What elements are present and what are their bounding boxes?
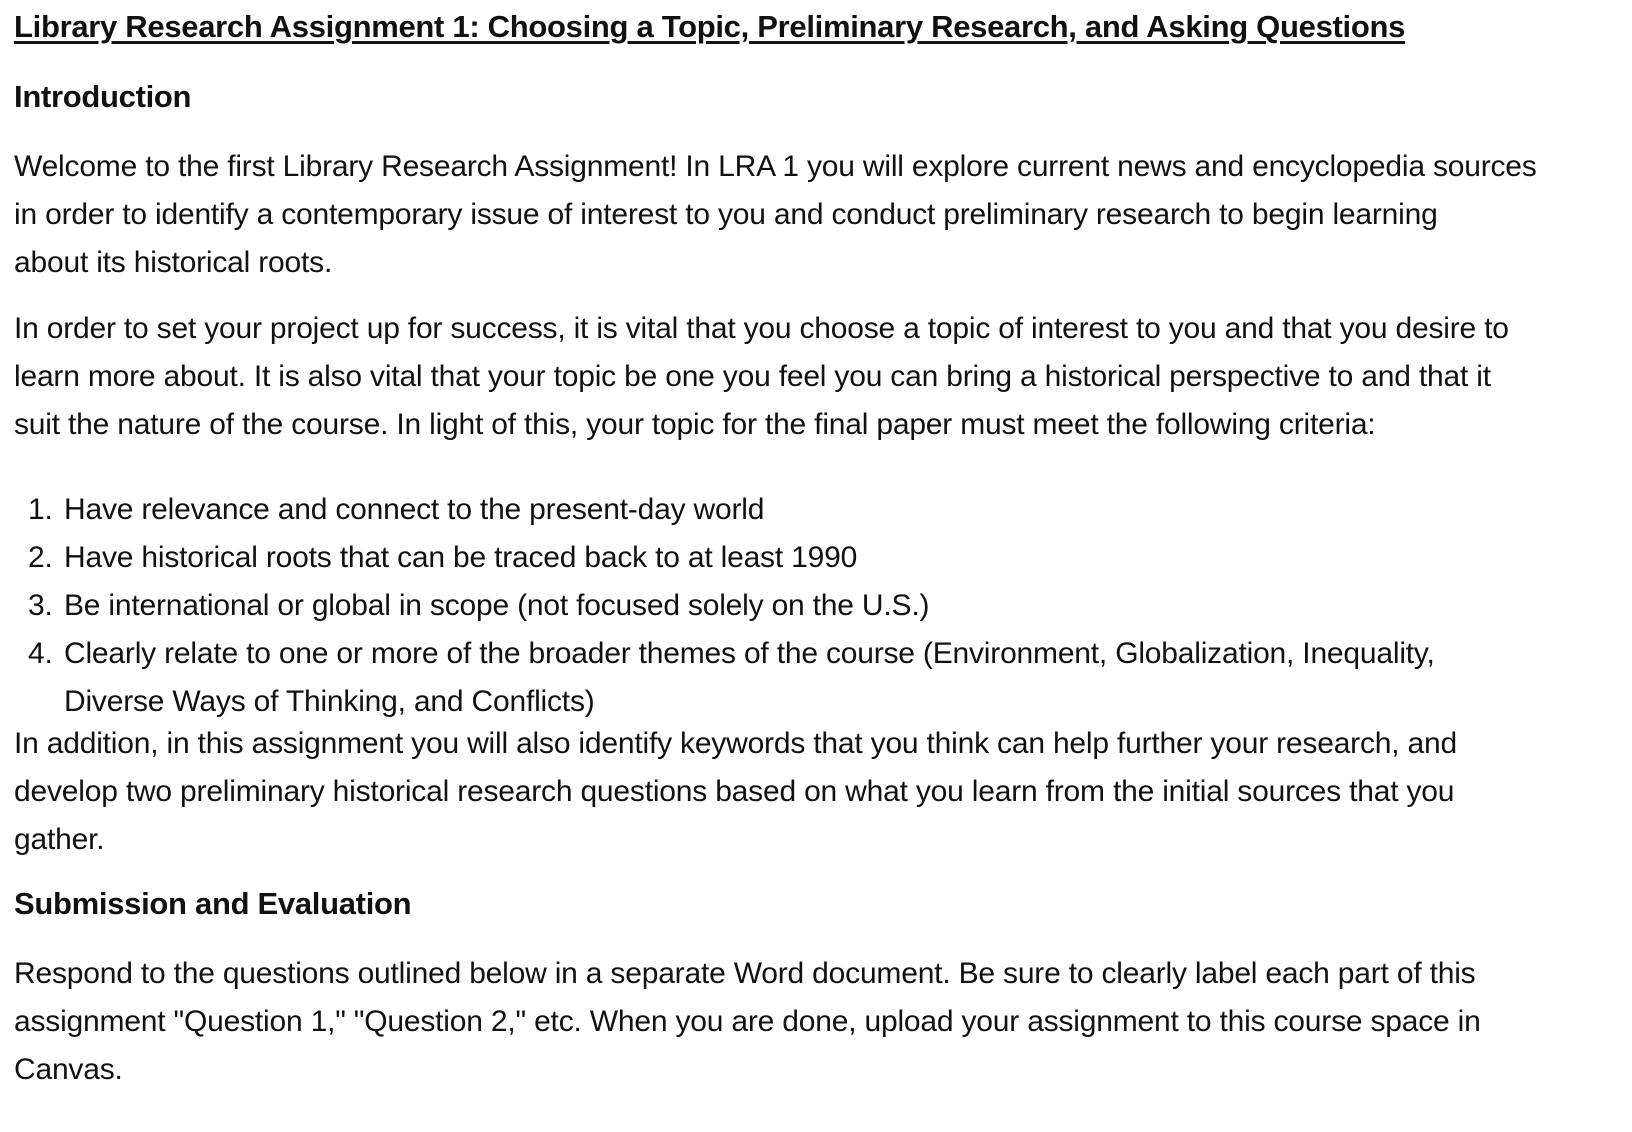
list-item-number: 1.	[28, 493, 53, 526]
intro-paragraph-3	[14, 720, 1614, 864]
text-line: learn more about. It is also vital that your topic be one you feel you can bring a historical perspective to and that it	[14, 360, 1491, 393]
list-item-number: 3.	[28, 589, 53, 622]
text-line: In addition, in this assignment you will also identify keywords that you think can help further your research, and	[14, 727, 1457, 760]
submission-paragraph-1	[14, 950, 1614, 1094]
list-item-text: Diverse Ways of Thinking, and Conflicts)	[64, 685, 595, 718]
list-item-number: 4.	[28, 637, 53, 670]
text-line: gather.	[14, 823, 105, 856]
list-item-text: Clearly relate to one or more of the broader themes of the course (Environment, Globalization, Inequality,	[64, 637, 1435, 670]
list-item-text: Be international or global in scope (not focused solely on the U.S.)	[64, 589, 930, 622]
list-item-text: Have relevance and connect to the present-day world	[64, 493, 765, 526]
list-item	[14, 486, 1614, 534]
criteria-list	[14, 486, 1614, 726]
list-item	[14, 534, 1614, 582]
text-line: develop two preliminary historical research questions based on what you learn from the initial sources that you	[14, 775, 1455, 808]
text-line: In order to set your project up for success, it is vital that you choose a topic of interest to you and that you desire to	[14, 312, 1509, 345]
introduction-heading: Introduction	[14, 79, 192, 114]
list-item-text: Have historical roots that can be traced back to at least 1990	[64, 541, 858, 574]
text-line: Canvas.	[14, 1053, 123, 1086]
text-line: assignment "Question 1," "Question 2," etc. When you are done, upload your assignment to this course space in	[14, 1005, 1481, 1038]
submission-heading: Submission and Evaluation	[14, 886, 412, 921]
list-item	[14, 582, 1614, 630]
intro-paragraph-1	[14, 143, 1614, 287]
text-line: Welcome to the first Library Research Assignment! In LRA 1 you will explore current news and encyclopedia sources	[14, 150, 1537, 183]
text-line: in order to identify a contemporary issue of interest to you and conduct preliminary research to begin learning	[14, 198, 1438, 231]
text-line: about its historical roots.	[14, 246, 333, 279]
list-item-number: 2.	[28, 541, 53, 574]
list-item	[14, 630, 1614, 726]
text-line: suit the nature of the course. In light of this, your topic for the final paper must meet the following criteria:	[14, 408, 1376, 441]
intro-paragraph-2	[14, 305, 1614, 449]
page-title: Library Research Assignment 1: Choosing a Topic, Preliminary Research, and Asking Questions	[14, 9, 1406, 44]
text-line: Respond to the questions outlined below in a separate Word document. Be sure to clearly label each part of this	[14, 957, 1476, 990]
